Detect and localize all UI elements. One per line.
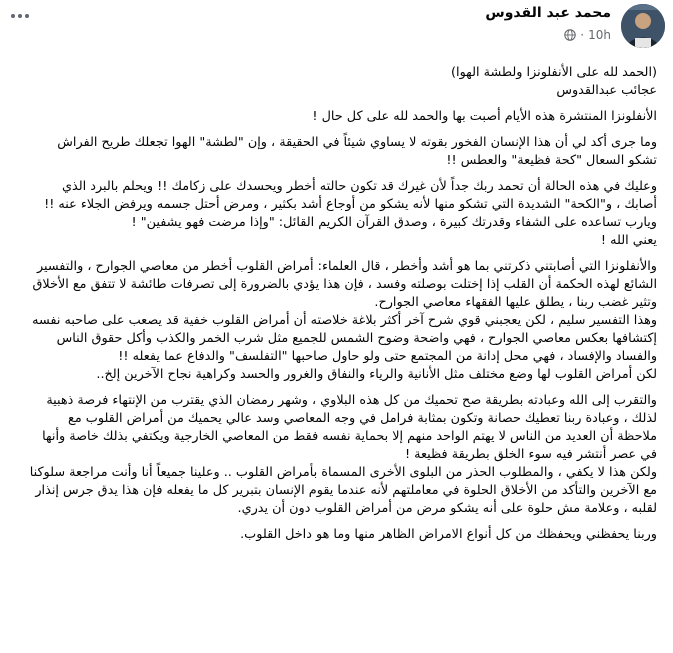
post-line: (الحمد لله على الأنفلونزا ولطشة الهوا) [451, 65, 657, 80]
post-line: وهذا التفسير سليم ، لكن يعجبني قوي شرح آخر أكثر بلاغة خلاصته أن أمراض القلوب خفية قد يصعب على صاحبه نفسه إكتشافها بعكس معاصي الجوارح ، فهي واضحة وضوح الشمس للجميع مثل شرب الخمر والكذب وأكل حقوق الناس والفساد والإفساد ، فهي محل إدانة من المجتمع حتى ولو حاول صاحبها "التفلسف" والدفاع عما يفعله !! [32, 313, 657, 364]
post-line: لكن أمراض القلوب لها وضع مختلف مثل الأنانية والرياء والنفاق والغرور والحسد وكراهية نجاح الآخرين إلخ.. [96, 367, 657, 382]
post-body [27, 64, 657, 552]
more-options-icon[interactable] [6, 6, 34, 26]
post-line: والتقرب إلى الله وعبادته بطريقة صح تحميك من كل هذه البلاوي ، وشهر رمضان الذي يقترب من الإنتهاء فرصة ذهبية لذلك ، وعبادة ربنا تعطيك حصانة وتكون بمثابة فرامل في وجه المعاصي وسد عالي يحميك من أمراض القلوب مع ملاحظة أن العديد من الناس لا يهتم الواحد منهم إلا بحماية نفسه فقط من المعاصي الخارجية ويكتفي بذلك خاصة وأنها في عصر أنتشر فيه سوء الخلق بطريقة فظيعة ! [42, 393, 657, 462]
author-name[interactable]: محمد عبد القدوس [485, 5, 611, 21]
post-paragraph [27, 526, 657, 544]
post-paragraph [27, 392, 657, 518]
post-line: وما جرى أكد لي أن هذا الإنسان الفخور بقوته لا يساوي شيئاً في الحقيقة ، وإن "لطشة" الهوا تجعلك طريح الفراش تشكو السعال "كحة فظيعة" والعطس !! [57, 135, 657, 168]
post-line: ولكن هذا لا يكفي ، والمطلوب الحذر من البلوى الأخرى المسماة بأمراض القلوب .. وعلينا جميعاً أنا وأنت مراجعة سلوكنا مع الآخرين والتأكد من الأخلاق الحلوة في معاملتهم لأنه عندما يقوم الإنسان بتبرير كل ما يفعله فإن هذا يدق جرس إنذار لقلبه ، وعلامة مش حلوة على أنه يشكو مرض من أمراض القلوب دون أن يدري. [29, 465, 657, 516]
post-line: ويارب تساعده على الشفاء وقدرتك كبيرة ، وصدق القرآن الكريم القائل: "وإذا مرضت فهو يشفين" ! [131, 215, 657, 230]
post-line: والأنفلونزا التي أصابتني ذكرتني بما هو أشد وأخطر ، قال العلماء: أمراض القلوب أخطر من معاصي الجوارح ، والتفسير الشائع لهذه الحكمة أن القلب إذا إختلت بوصلته وفسد ، فإن هذا يؤدي بالضرورة إلى تصرفات طائشة لا تتفق مع الأخلاق وتثير غضب ربنا ، يطلق عليها الفقهاء معاصي الجوارح. [32, 259, 657, 310]
post-line: وربنا يحفظني ويحفظك من كل أنواع الامراض الظاهر منها وما هو داخل القلوب. [240, 527, 657, 542]
post-line: يعني الله ! [600, 233, 657, 248]
post-paragraph [27, 258, 657, 384]
post-meta [564, 28, 611, 42]
post-paragraph [27, 64, 657, 100]
post-line: الأنفلونزا المنتشرة هذه الأيام أصبت بها والحمد لله على كل حال ! [312, 109, 657, 124]
post-paragraph [27, 178, 657, 250]
post-paragraph [27, 134, 657, 170]
post-paragraph [27, 108, 657, 126]
post-line: وعليك في هذه الحالة أن تحمد ربك جداً لأن غيرك قد تكون حالته أخطر ويحسدك على زكامك !! ويحلم بالبرد الذي أصابك ، و"الكحة" الشديدة التي تشكو منها لأنه يشكو من أوجاع أشد بكثير ، ومرض أحتل جسمه ويرفض الجلاء عنه !! [44, 179, 657, 212]
globe-icon [564, 29, 576, 41]
post-time[interactable]: 10h [588, 28, 611, 42]
avatar[interactable] [621, 4, 665, 48]
post-header [0, 0, 673, 58]
post-line: عجائب عبدالقدوس [556, 83, 657, 98]
meta-separator: · [580, 28, 585, 42]
